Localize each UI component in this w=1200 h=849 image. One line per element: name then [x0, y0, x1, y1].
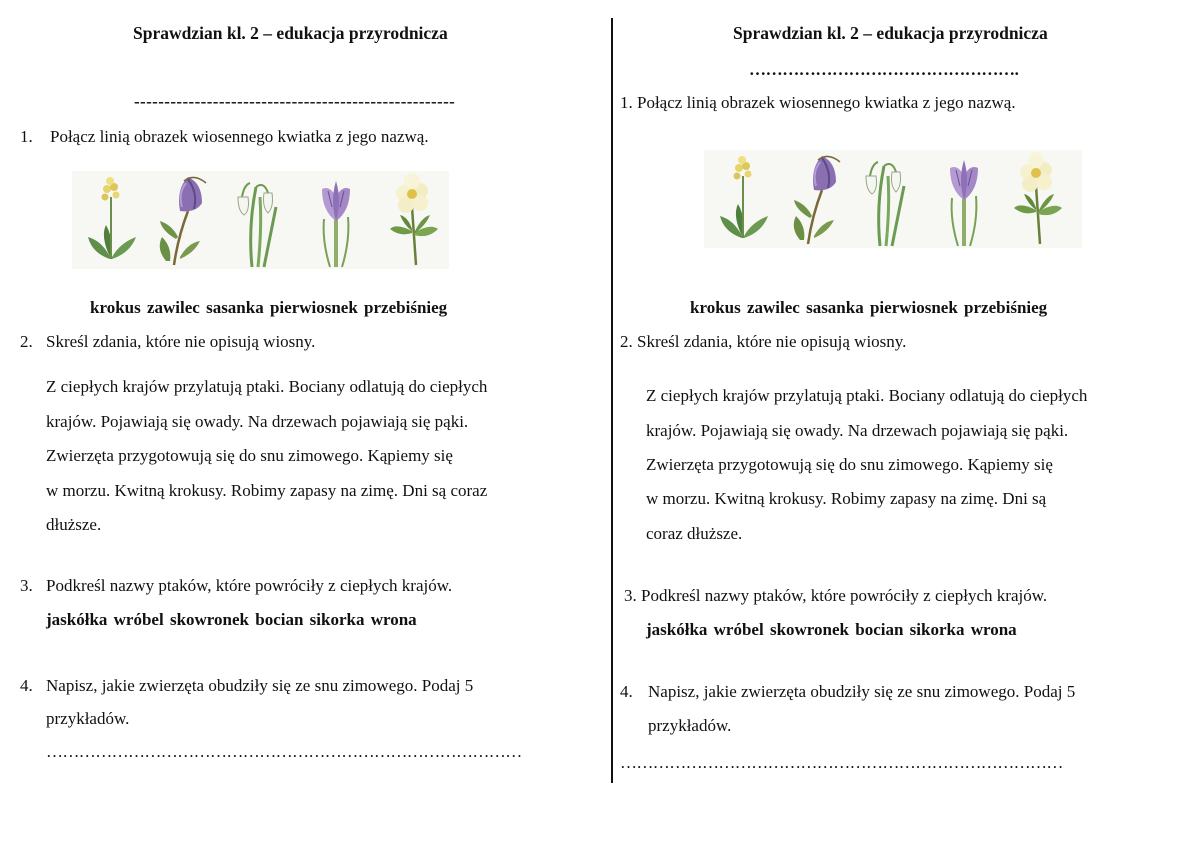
pasque-flower-icon — [160, 177, 206, 265]
question-4-number: 4. — [620, 682, 633, 701]
question-4-text-cont: przykładów. — [648, 716, 732, 735]
anemone-icon — [1014, 152, 1062, 244]
worksheet-title: Sprawdzian kl. 2 – edukacja przyrodnicza — [133, 23, 448, 43]
paragraph-line: Zwierzęta przygotowują się do snu zimowego. Kąpiemy się — [646, 455, 1053, 474]
question-4-text: Napisz, jakie zwierzęta obudziły się ze snu zimowego. Podaj 5 — [46, 676, 474, 695]
question-2-text: Skreśl zdania, które nie opisują wiosny. — [46, 332, 316, 351]
bird-names: jaskółka wróbel skowronek bocian sikorka wrona — [646, 620, 1017, 639]
bird-names: jaskółka wróbel skowronek bocian sikorka wrona — [46, 610, 417, 629]
flower-images — [72, 171, 449, 269]
question-1-number: 1. — [20, 127, 33, 146]
crocus-icon — [322, 181, 350, 267]
paragraph-line: krajów. Pojawiają się owady. Na drzewach pojawiają się pąki. — [646, 421, 1069, 440]
question-1-text: 1. Połącz linią obrazek wiosennego kwiatka z jego nazwą. — [620, 93, 1016, 112]
paragraph-line: w morzu. Kwitną krokusy. Robimy zapasy na zimę. Dni są coraz — [46, 481, 488, 500]
answer-line: ……………………………………………………………………… — [620, 753, 1063, 772]
question-2-text: 2. Skreśl zdania, które nie opisują wiosny. — [620, 332, 907, 351]
snowdrop-icon — [238, 183, 276, 267]
primrose-icon — [88, 177, 136, 259]
paragraph-line: krajów. Pojawiają się owady. Na drzewach pojawiają się pąki. — [46, 412, 469, 431]
question-4-number: 4. — [20, 676, 33, 695]
paragraph-line: Z ciepłych krajów przylatują ptaki. Bociany odlatują do ciepłych — [646, 386, 1088, 405]
paragraph-line: dłuższe. — [46, 515, 102, 534]
paragraph-line: coraz dłuższe. — [646, 524, 743, 543]
flower-images — [704, 150, 1082, 248]
answer-line: …………………………………………………………………………… — [46, 742, 522, 761]
paragraph-line: Zwierzęta przygotowują się do snu zimowego. Kąpiemy się — [46, 446, 453, 465]
question-2-number: 2. — [20, 332, 33, 351]
anemone-icon — [390, 173, 438, 265]
question-3-number: 3. — [20, 576, 33, 595]
flower-names: krokus zawilec sasanka pierwiosnek przebiśnieg — [690, 298, 1048, 317]
flower-names: krokus zawilec sasanka pierwiosnek przebiśnieg — [90, 298, 448, 317]
primrose-icon — [720, 156, 768, 238]
worksheet-title: Sprawdzian kl. 2 – edukacja przyrodnicza — [733, 23, 1048, 43]
crocus-icon — [950, 160, 978, 246]
pasque-flower-icon — [794, 156, 840, 244]
paragraph-line: Z ciepłych krajów przylatują ptaki. Bociany odlatują do ciepłych — [46, 377, 488, 396]
snowdrop-icon — [866, 162, 904, 246]
question-3-text: 3. Podkreśl nazwy ptaków, które powróciły z ciepłych krajów. — [624, 586, 1048, 605]
worksheet-right — [614, 0, 1200, 849]
question-4-text-cont: przykładów. — [46, 709, 130, 728]
question-3-text: Podkreśl nazwy ptaków, które powróciły z ciepłych krajów. — [46, 576, 453, 595]
paragraph-line: w morzu. Kwitną krokusy. Robimy zapasy na zimę. Dni są — [646, 489, 1047, 508]
student-name-line: ----------------------------------------------------- — [134, 92, 456, 111]
student-name-line: …………………………………………. — [749, 60, 1019, 79]
question-4-text: Napisz, jakie zwierzęta obudziły się ze snu zimowego. Podaj 5 — [648, 682, 1076, 701]
question-1-text: Połącz linią obrazek wiosennego kwiatka z jego nazwą. — [50, 127, 429, 146]
